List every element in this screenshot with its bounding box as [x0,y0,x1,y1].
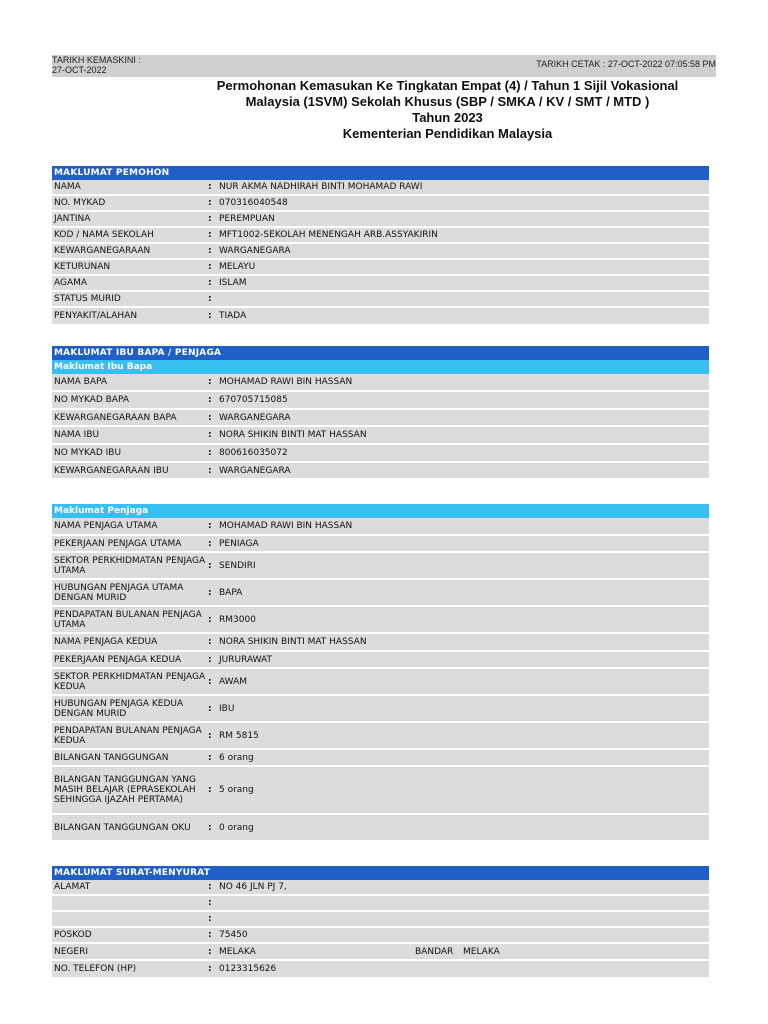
field-colon: : [208,212,217,228]
field-value: 070316040548 [217,196,709,212]
last-updated-label: TARIKH KEMASKINI : [52,55,141,65]
print-date: TARIKH CETAK : 27-OCT-2022 07:05:58 PM [536,59,716,69]
field-label: NAMA IBU [52,427,208,445]
field-value: MELAYU [217,260,709,276]
field-value: NORA SHIKIN BINTI MAT HASSAN [217,634,709,652]
field-label: NAMA PENJAGA KEDUA [52,634,208,652]
field-value: MOHAMAD RAWI BIN HASSAN [217,374,709,392]
field-label: NO MYKAD IBU [52,445,208,463]
field-label: AGAMA [52,276,208,292]
state-label: NEGERI [52,944,208,961]
field-colon: : [208,196,217,212]
field-colon: : [208,536,217,553]
field-label: BILANGAN TANGGUNGAN YANG MASIH BELAJAR (EPRASEKOLAH SEHINGGA IJAZAH PERTAMA) [52,767,208,815]
field-value: TIADA [217,308,709,326]
field-colon: : [208,308,217,326]
field-colon: : [208,880,217,896]
field-label: SEKTOR PERKHIDMATAN PENJAGA KEDUA [52,669,208,696]
applicant-section [52,166,709,326]
city-value: MELAKA [461,944,709,961]
guardian-subsection-title: Maklumat Penjaga [52,504,709,518]
field-colon: : [208,961,217,979]
field-value: ISLAM [217,276,709,292]
title-line-2: Malaysia (1SVM) Sekolah Khusus (SBP / SMKA / KV / SMT / MTD ) [245,94,650,109]
field-colon: : [208,374,217,392]
field-colon: : [208,180,217,196]
field-colon: : [208,815,217,842]
field-colon: : [208,392,217,410]
address-line-2 [217,896,709,912]
field-colon: : [208,518,217,536]
parents-section [52,346,709,480]
field-colon: : [208,553,217,580]
field-colon: : [208,750,217,767]
field-value: JURURAWAT [217,652,709,669]
field-label: JANTINA [52,212,208,228]
field-colon: : [208,896,217,912]
field-label: STATUS MURID [52,292,208,308]
field-colon: : [208,276,217,292]
title-line-4: Kementerian Pendidikan Malaysia [342,126,553,141]
field-label: NAMA [52,180,208,196]
field-value: 0 orang [217,815,709,842]
parents-section-title: MAKLUMAT IBU BAPA / PENJAGA [52,346,709,360]
field-label: NO MYKAD BAPA [52,392,208,410]
field-label: BILANGAN TANGGUNGAN [52,750,208,767]
field-value: WARGANEGARA [217,244,709,260]
guardian-section [52,504,709,842]
field-value: 5 orang [217,767,709,815]
field-colon: : [208,912,217,928]
field-value: NORA SHIKIN BINTI MAT HASSAN [217,427,709,445]
field-colon: : [208,944,217,961]
document-title [190,78,705,142]
applicant-section-title: MAKLUMAT PEMOHON [52,166,709,180]
field-colon: : [208,244,217,260]
correspondence-section-title: MAKLUMAT SURAT-MENYURAT [52,866,709,880]
field-colon: : [208,652,217,669]
correspondence-section [52,866,709,979]
field-value: SENDIRI [217,553,709,580]
field-value: BAPA [217,580,709,607]
field-value: WARGANEGARA [217,463,709,480]
field-colon: : [208,634,217,652]
field-value [217,292,709,308]
field-label: PENDAPATAN BULANAN PENJAGA KEDUA [52,723,208,750]
postcode-label: POSKOD [52,928,208,944]
field-value: PENIAGA [217,536,709,553]
field-colon: : [208,427,217,445]
parents-subsection-title: Maklumat Ibu Bapa [52,360,709,374]
field-colon: : [208,607,217,634]
field-colon: : [208,723,217,750]
field-label: KEWARGANEGARAAN IBU [52,463,208,480]
address-blank-label [52,896,208,912]
field-label: KOD / NAMA SEKOLAH [52,228,208,244]
field-colon: : [208,260,217,276]
field-label: KEWARGANEGARAAN [52,244,208,260]
field-label: HUBUNGAN PENJAGA KEDUA DENGAN MURID [52,696,208,723]
field-label: HUBUNGAN PENJAGA UTAMA DENGAN MURID [52,580,208,607]
postcode-value: 75450 [217,928,709,944]
field-value: RM 5815 [217,723,709,750]
field-label: PENYAKIT/ALAHAN [52,308,208,326]
field-value: 800616035072 [217,445,709,463]
field-label: KEWARGANEGARAAN BAPA [52,410,208,427]
field-colon: : [208,463,217,480]
phone-label: NO. TELEFON (HP) [52,961,208,979]
field-label: BILANGAN TANGGUNGAN OKU [52,815,208,842]
field-label: PEKERJAAN PENJAGA KEDUA [52,652,208,669]
field-value: RM3000 [217,607,709,634]
field-label: KETURUNAN [52,260,208,276]
phone-value: 0123315626 [217,961,709,979]
field-value: MOHAMAD RAWI BIN HASSAN [217,518,709,536]
field-colon: : [208,767,217,815]
field-colon: : [208,410,217,427]
state-value: MELAKA [217,944,413,961]
field-value: 6 orang [217,750,709,767]
field-value: AWAM [217,669,709,696]
field-colon: : [208,928,217,944]
field-label: NAMA PENJAGA UTAMA [52,518,208,536]
field-colon: : [208,696,217,723]
title-line-1: Permohonan Kemasukan Ke Tingkatan Empat (4) / Tahun 1 Sijil Vokasional [216,78,679,93]
field-value: IBU [217,696,709,723]
print-info-bar [52,55,716,77]
address-line-3 [217,912,709,928]
field-value: NUR AKMA NADHIRAH BINTI MOHAMAD RAWI [217,180,709,196]
field-label: NAMA BAPA [52,374,208,392]
field-label: PENDAPATAN BULANAN PENJAGA UTAMA [52,607,208,634]
field-label: NO. MYKAD [52,196,208,212]
title-line-3: Tahun 2023 [412,110,483,125]
field-colon: : [208,580,217,607]
field-value: 670705715085 [217,392,709,410]
city-label: BANDAR [413,944,461,961]
address-line-1: NO 46 JLN PJ 7, [217,880,709,896]
field-label: PEKERJAAN PENJAGA UTAMA [52,536,208,553]
field-value: MFT1002-SEKOLAH MENENGAH ARB.ASSYAKIRIN [217,228,709,244]
last-updated-date: 27-OCT-2022 [52,65,107,75]
address-label: ALAMAT [52,880,208,896]
address-blank-label [52,912,208,928]
field-value: PEREMPUAN [217,212,709,228]
last-updated [52,55,141,75]
field-colon: : [208,445,217,463]
field-colon: : [208,292,217,308]
field-label: SEKTOR PERKHIDMATAN PENJAGA UTAMA [52,553,208,580]
field-colon: : [208,669,217,696]
field-value: WARGANEGARA [217,410,709,427]
field-colon: : [208,228,217,244]
